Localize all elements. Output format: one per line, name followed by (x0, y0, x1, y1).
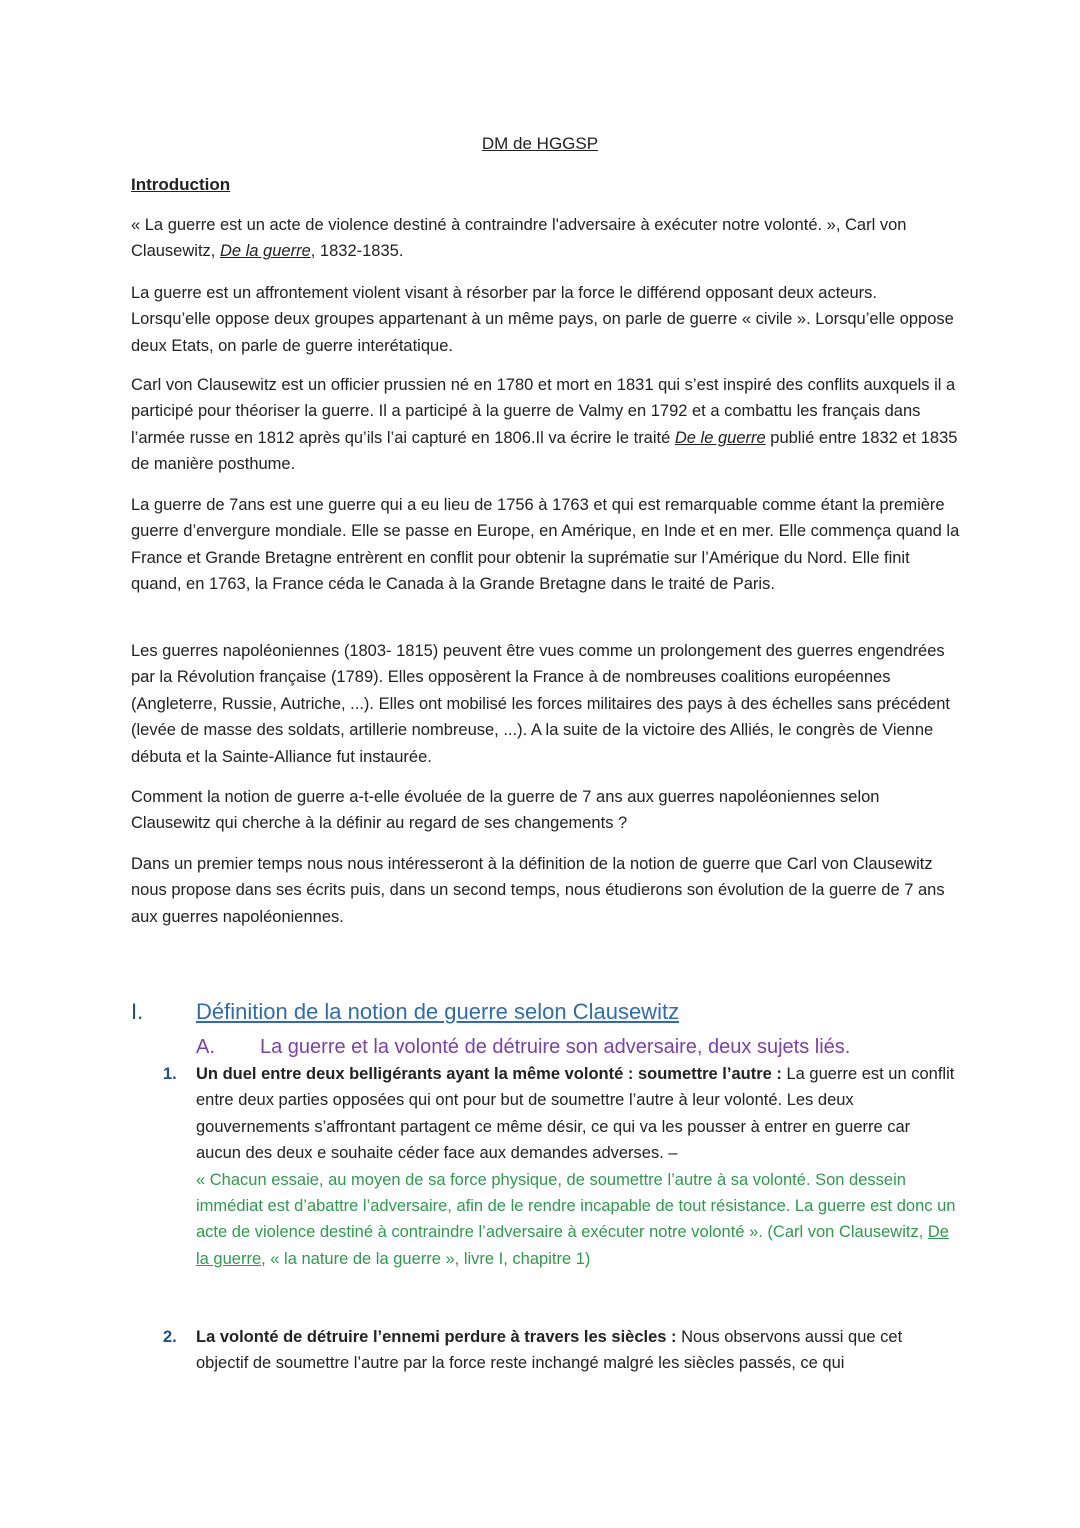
list-item-heading: Un duel entre deux belligérants ayant la même volonté : soumettre l’autre : (196, 1065, 782, 1083)
intro-paragraph-problematic: Comment la notion de guerre a-t-elle évoluée de la guerre de 7 ans aux guerres napoléoniennes selon Clausewitz qui cherche à la définir au regard de ses changements ? (131, 788, 880, 833)
intro-paragraph-clausewitz (131, 372, 961, 478)
subsection-letter: A. (196, 1036, 215, 1058)
list-item-number: 1. (163, 1065, 177, 1083)
introduction-heading: Introduction (131, 175, 231, 194)
intro-paragraph-napoleonic-wars: Les guerres napoléoniennes (1803- 1815) peuvent être vues comme un prolongement des guerres engendrées par la Révolution française (1789). Elles opposèrent la France à de nombreuses coalitions européennes (Angleterre, Russie, Autriche, ...). Elles ont mobilisé les forces militaires des pays à des échelles sans précédent (levée de masse des soldats, artillerie nombreuse, ...). A la suite de la victoire des Alliés, le congrès de Vienne débuta et la Sainte-Alliance fut instaurée. (131, 642, 950, 766)
document-title: DM de HGGSP (481, 134, 599, 153)
subsection-title: La guerre et la volonté de détruire son adversaire, deux sujets liés. (260, 1036, 851, 1058)
intro-paragraph-seven-years-war: La guerre de 7ans est une guerre qui a eu lieu de 1756 à 1763 et qui est remarquable comme étant la première guerre d’envergure mondiale. Elle se passe en Europe, en Amérique, en Inde et en mer. Elle commença quand la France et Grande Bretagne entrèrent en conflit pour obtenir la suprématie sur l’Amérique du Nord. Elle finit quand, en 1763, la France céda le Canada à la Grande Bretagne dans le traité de Paris. (131, 496, 960, 594)
book-title: De la guerre (196, 1223, 949, 1268)
list-item-text: La guerre est un conflit entre deux parties opposées qui ont pour but de soumettre l’autre à leur volonté. Les deux gouvernements s’affrontant partagent ce même désir, ce qui va les pousser à entrer en guerre car aucun des deux e souhaite céder face aux demandes adverses. – (196, 1065, 955, 1163)
book-title: De la guerre (219, 242, 311, 261)
quote-text: « Chacun essaie, au moyen de sa force physique, de soumettre l’autre à sa volonté. Son dessein immédiat est d’abattre l’adversaire, afin de le rendre incapable de tout résistance. La guerre est donc un acte de violence destiné à contraindre l’adversaire à exécuter notre volonté ». (Carl von Clausewitz, (196, 1170, 956, 1242)
clausewitz-quote (196, 1171, 955, 1268)
list-item-text: Nous observons aussi que cet objectif de soumettre l’autre par la force reste inchangé malgré les siècles passés, ce qui (196, 1328, 903, 1373)
section-title: Définition de la notion de guerre selon Clausewitz (196, 999, 680, 1024)
list-item-body (196, 1061, 956, 1272)
clausewitz-text-end: publié entre 1832 et 1835 de manière posthume. (131, 428, 958, 474)
list-item-number: 2. (163, 1328, 177, 1346)
quote-reference: , « la nature de la guerre », livre I, chapitre 1) (261, 1249, 591, 1268)
clausewitz-text: Carl von Clausewitz est un officier prussien né en 1780 et mort en 1831 qui s’est inspiré des conflits auxquels il a participé pour théoriser la guerre. Il a participé à la guerre de Valmy en 1792 et a combattu les français dans l’armée russe en 1812 après qu’ils l’ai capturé en 1806.Il va écrire le traité (131, 376, 956, 447)
intro-paragraph-definition: La guerre est un affrontement violent visant à résorber par la force le différend opposant deux acteurs. Lorsqu’elle oppose deux groupes appartenant à un même pays, on parle de guerre « civile ». Lorsqu’elle oppose deux Etats, on parle de guerre interétatique. (131, 284, 954, 355)
book-title: De le guerre (674, 428, 766, 447)
quote-text: « La guerre est un acte de violence destiné à contraindre l'adversaire à exécuter notre volonté. », Carl von Clausewitz, (131, 216, 907, 261)
list-item-body (196, 1324, 956, 1377)
intro-paragraph-plan: Dans un premier temps nous nous intéresseront à la définition de la notion de guerre que Carl von Clausewitz nous propose dans ses écrits puis, dans un second temps, nous étudierons son évolution de la guerre de 7 ans aux guerres napoléoniennes. (131, 855, 945, 926)
intro-paragraph-quote (131, 212, 961, 265)
section-number: I. (131, 999, 144, 1024)
quote-date: , 1832-1835. (310, 242, 404, 261)
list-item-heading: La volonté de détruire l’ennemi perdure à travers les siècles : (196, 1328, 677, 1346)
